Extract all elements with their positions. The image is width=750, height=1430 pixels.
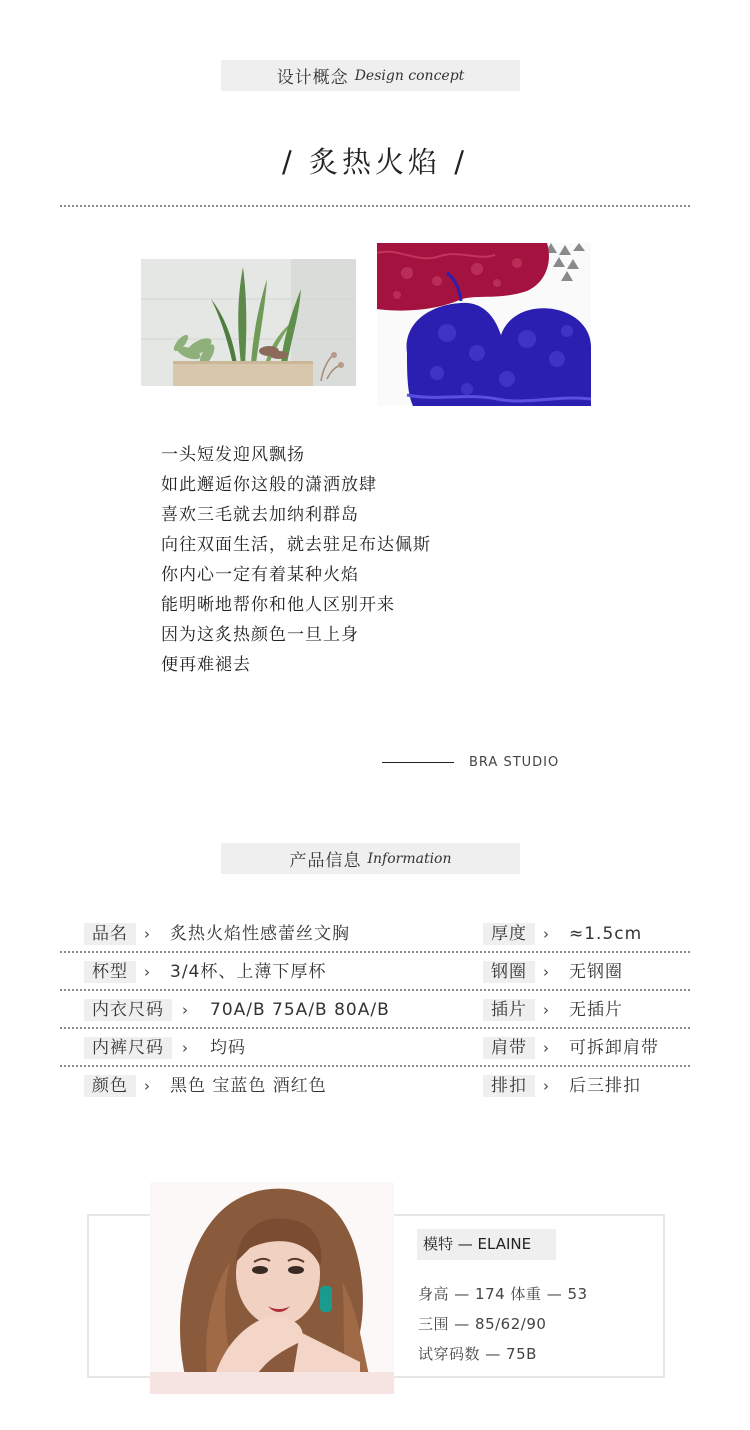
arrow-icon: ›	[144, 1077, 150, 1095]
plants-photo	[141, 259, 356, 386]
arrow-icon: ›	[182, 1039, 188, 1057]
bras-illustration	[377, 243, 591, 406]
spec-value: ≈1.5cm	[569, 924, 643, 944]
arrow-icon: ›	[182, 1001, 188, 1019]
model-photo	[150, 1182, 394, 1394]
spec-row	[60, 1067, 690, 1105]
bras-photo	[377, 243, 591, 406]
poem-line: 因为这炙热颜色一旦上身	[161, 625, 359, 645]
spec-label: 钢圈	[483, 961, 535, 983]
spec-label: 品名	[84, 923, 136, 945]
spec-value: 炙热火焰性感蕾丝文胸	[170, 924, 350, 944]
design-concept-en: Design concept	[354, 67, 465, 84]
spec-label: 肩带	[483, 1037, 535, 1059]
design-concept-banner	[221, 60, 520, 91]
poem-line: 一头短发迎风飘扬	[161, 445, 305, 465]
poem	[161, 440, 431, 680]
spec-label: 内裤尺码	[84, 1037, 172, 1059]
arrow-icon: ›	[144, 963, 150, 981]
spec-label: 杯型	[84, 961, 136, 983]
model-name-tag: 模特 — ELAINE	[417, 1229, 556, 1260]
spec-label: 排扣	[483, 1075, 535, 1097]
spec-value: 70A/B 75A/B 80A/B	[210, 1000, 390, 1020]
product-info-banner	[221, 843, 520, 874]
spec-row	[60, 1029, 690, 1067]
spec-value: 可拆卸肩带	[569, 1038, 659, 1058]
arrow-icon: ›	[543, 1001, 549, 1019]
arrow-icon: ›	[144, 925, 150, 943]
poem-line: 你内心一定有着某种火焰	[161, 565, 359, 585]
spec-label: 厚度	[483, 923, 535, 945]
design-concept-cn: 设计概念	[276, 68, 349, 88]
spec-label: 颜色	[84, 1075, 136, 1097]
model-stat: 身高 — 174 体重 — 53	[418, 1285, 588, 1303]
poem-line: 如此邂逅你这般的潇洒放肆	[161, 475, 377, 495]
brand-rule	[382, 762, 454, 763]
title-divider	[60, 205, 690, 207]
model-stat: 三围 — 85/62/90	[418, 1315, 547, 1333]
arrow-icon: ›	[543, 925, 549, 943]
spec-value: 无钢圈	[569, 962, 623, 982]
spec-value: 3/4杯、上薄下厚杯	[170, 962, 327, 982]
arrow-icon: ›	[543, 963, 549, 981]
poem-line: 能明晰地帮你和他人区别开来	[161, 595, 395, 615]
spec-value: 无插片	[569, 1000, 623, 1020]
model-illustration	[150, 1182, 394, 1394]
spec-label: 插片	[483, 999, 535, 1021]
spec-value: 后三排扣	[569, 1076, 641, 1096]
poem-line: 喜欢三毛就去加纳利群岛	[161, 505, 359, 525]
spec-row	[60, 953, 690, 991]
plants-illustration	[141, 259, 356, 386]
brand-signature: BRA STUDIO	[469, 755, 560, 770]
spec-row	[60, 991, 690, 1029]
spec-value: 均码	[210, 1038, 246, 1058]
spec-value: 黑色 宝蓝色 酒红色	[170, 1076, 327, 1096]
arrow-icon: ›	[543, 1077, 549, 1095]
poem-line: 便再难褪去	[161, 655, 251, 675]
spec-row	[60, 915, 690, 953]
spec-label: 内衣尺码	[84, 999, 172, 1021]
product-info-cn: 产品信息	[289, 851, 362, 871]
model-stat: 试穿码数 — 75B	[418, 1345, 537, 1363]
page-title: / 炙热火焰 /	[282, 145, 468, 179]
product-info-en: Information	[367, 850, 452, 867]
arrow-icon: ›	[543, 1039, 549, 1057]
poem-line: 向往双面生活，就去驻足布达佩斯	[161, 535, 431, 555]
